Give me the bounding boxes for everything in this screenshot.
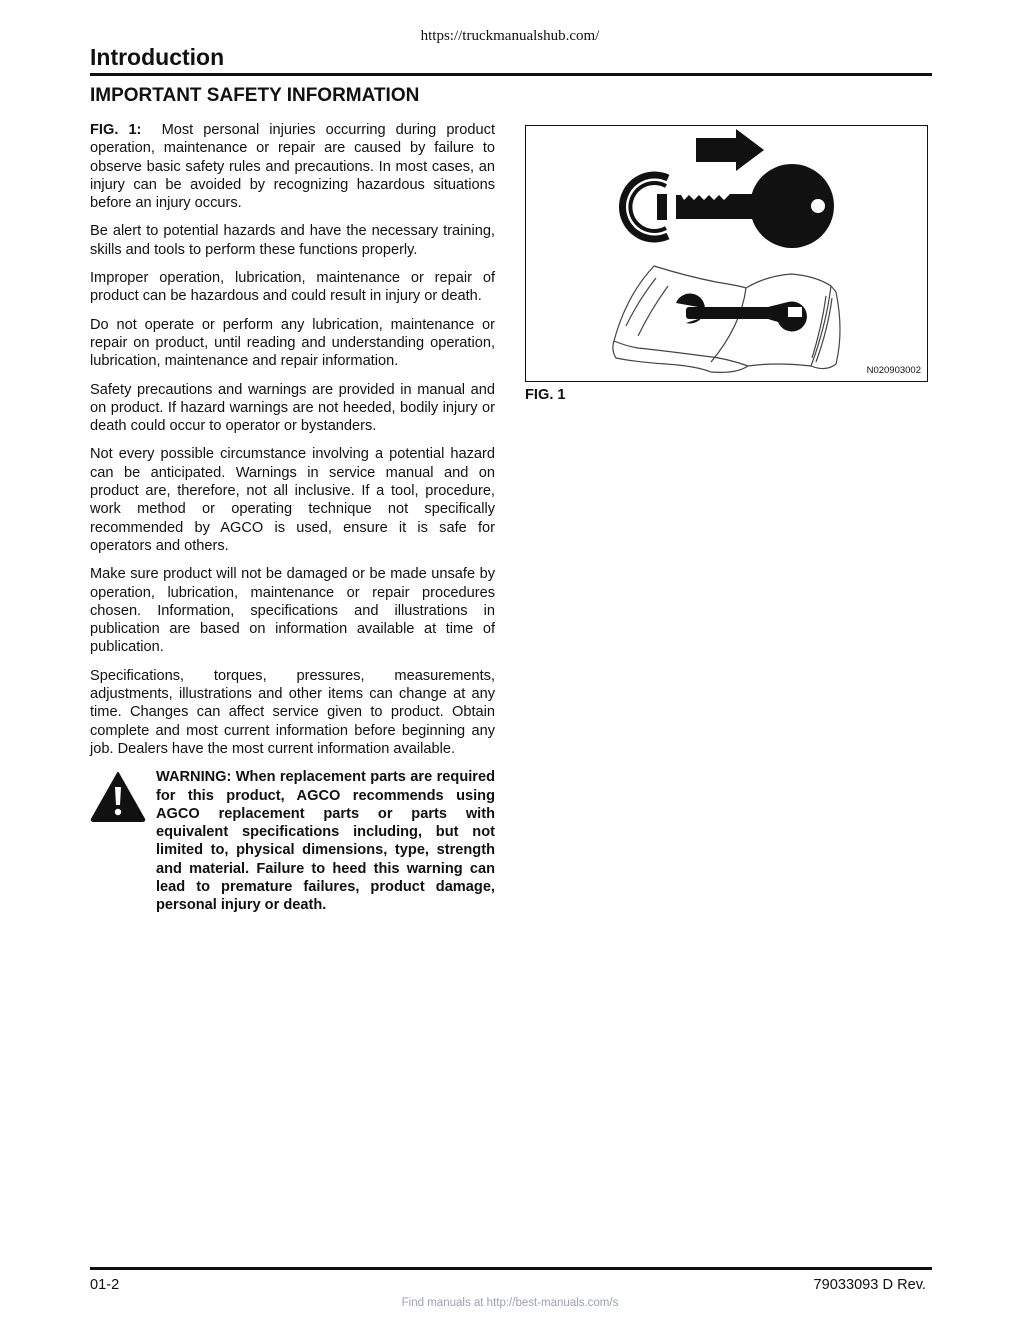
paragraph-text: Most personal injuries occurring during product operation, maintenance or repair are caused by failure to observe basic safety rules and precautions. In most cases, an injury can be avoided by recognizing hazardous situations before an injury occurs.: [90, 122, 495, 212]
figure-code: N020903002: [866, 365, 921, 376]
arrow-right-icon: [696, 129, 764, 171]
ignition-key-icon: [622, 164, 834, 248]
paragraph-6: Not every possible circumstance involving a potential hazard can be anticipated. Warnings in service manual and on product are, therefore, not all inclusive. If a tool, procedure, work method or operating technique not specifically recommended by AGCO is used, ensure it is safe for operators and others.: [90, 446, 495, 554]
warning-text: WARNING: When replacement parts are required for this product, AGCO recommends using AGCO replacement parts or parts with equivalent specifications including, but not limited to, physical dimensions, type, strength and material. Failure to heed this warning can lead to premature failures, product damage, personal injury or death.: [156, 769, 495, 914]
footer-rule: [90, 1267, 932, 1270]
figure-caption: FIG. 1: [525, 387, 566, 403]
figure-1: [525, 125, 928, 382]
warning-block: [90, 768, 495, 914]
paragraph-4: Do not operate or perform any lubrication, maintenance or repair on product, until reading and understanding operation, lubrication, maintenance and repair information.: [90, 316, 495, 370]
watermark-url: https://truckmanualshub.com/: [420, 28, 600, 44]
paragraph-3: Improper operation, lubrication, maintenance or repair of product can be hazardous and could result in injury or death.: [90, 270, 495, 305]
paragraph-2: Be alert to potential hazards and have the necessary training, skills and tools to perform these functions properly.: [90, 223, 495, 258]
header-rule: [90, 73, 932, 76]
figure-illustration: [526, 126, 926, 380]
warning-triangle-icon: [90, 771, 146, 823]
page-number: 01-2: [90, 1277, 120, 1293]
paragraph-8: Specifications, torques, pressures, measurements, adjustments, illustrations and other items can change at any time. Changes can affect service given to product. Obtain complete and most current information before beginning any job. Dealers have the most current information available.: [90, 667, 495, 757]
paragraph-5: Safety precautions and warnings are provided in manual and on product. If hazard warnings are not heeded, bodily injury or death could occur to operator or bystanders.: [90, 381, 495, 435]
footer-watermark: Find manuals at http://best-manuals.com/s: [401, 1297, 619, 1309]
page-subtitle: IMPORTANT SAFETY INFORMATION: [90, 85, 420, 106]
section-title: Introduction: [90, 44, 225, 70]
document-number: 79033093 D Rev.: [813, 1277, 926, 1293]
body-text-column: [90, 121, 495, 915]
paragraph-1: [90, 121, 495, 212]
fig-reference: FIG. 1:: [90, 122, 142, 138]
paragraph-7: Make sure product will not be damaged or be made unsafe by operation, lubrication, maintenance or repair procedures chosen. Information, specifications and illustrations in publication are based on information available at time of publication.: [90, 566, 495, 656]
